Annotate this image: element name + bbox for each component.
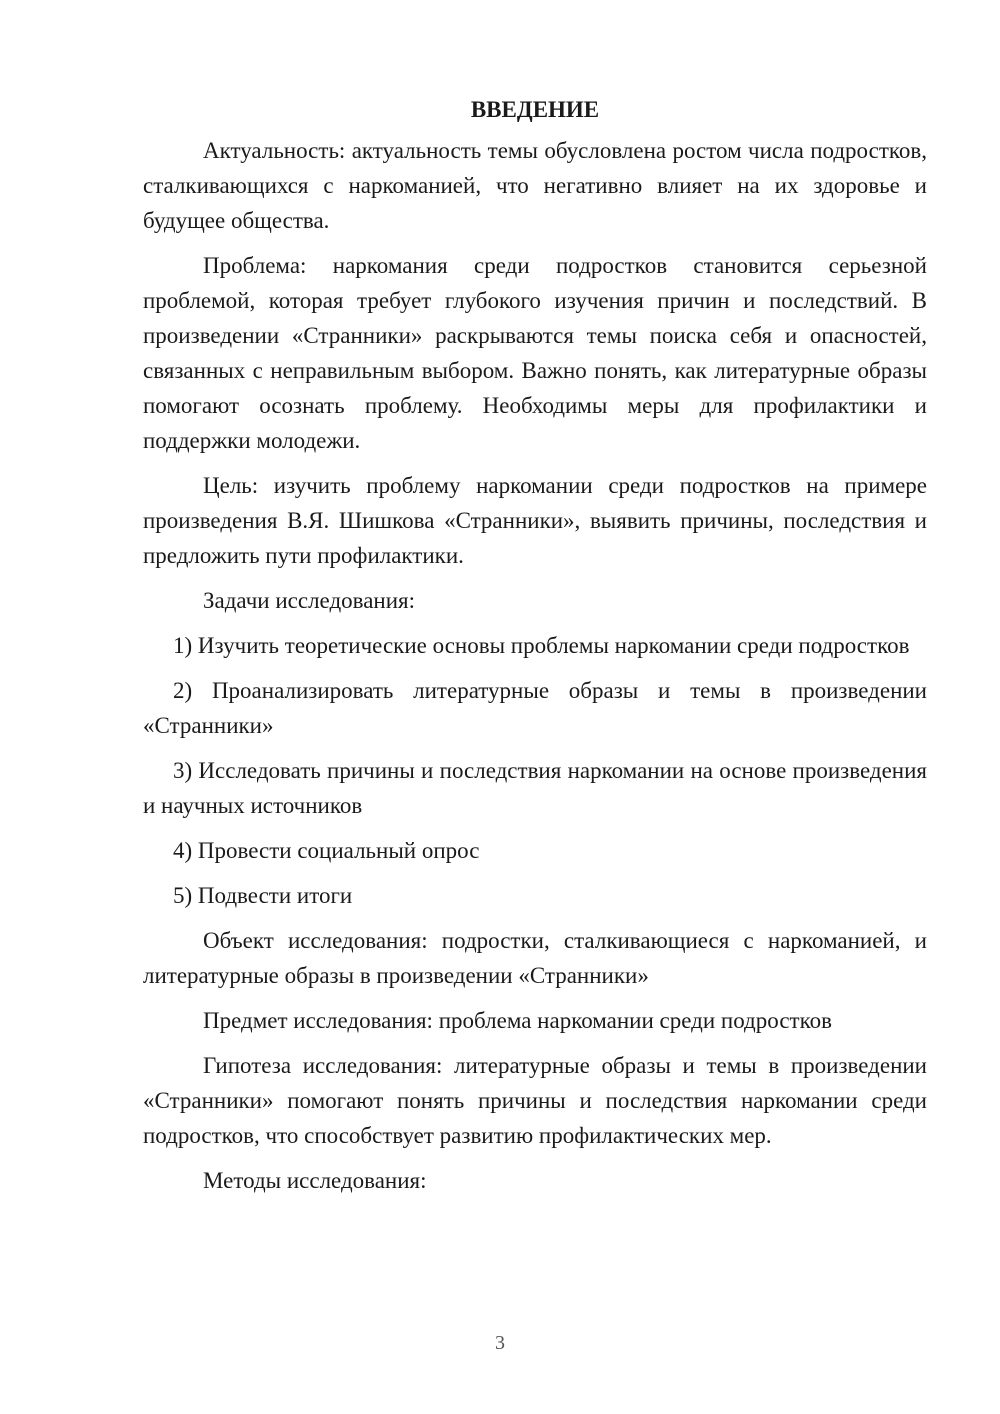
task-item: 3) Исследовать причины и последствия наркомании на основе произведения и научных источников [143, 758, 927, 818]
paragraph-object: Объект исследования: подростки, сталкивающиеся с наркоманией, и литературные образы в произведении «Странники» [143, 928, 927, 988]
paragraph-goal: Цель: изучить проблему наркомании среди подростков на примере произведения В.Я. Шишкова «Странники», выявить причины, последствия и предложить пути профилактики. [143, 473, 927, 568]
task-item: 1) Изучить теоретические основы проблемы наркомании среди подростков [173, 633, 910, 658]
page-content [143, 92, 927, 1208]
paragraph-relevance: Актуальность: актуальность темы обусловлена ростом числа подростков, сталкивающихся с наркоманией, что негативно влияет на их здоровье и будущее общества. [143, 138, 927, 233]
task-item: 5) Подвести итоги [173, 883, 353, 908]
paragraph-problem: Проблема: наркомания среди подростков становится серьезной проблемой, которая требует глубокого изучения причин и последствий. В произведении «Странники» раскрываются темы поиска себя и опасностей, связанных с неправильным выбором. Важно понять, как литературные образы помогают осознать проблему. Необходимы меры для профилактики и поддержки молодежи. [143, 253, 927, 453]
paragraph-hypothesis: Гипотеза исследования: литературные образы и темы в произведении «Странники» помогают понять причины и последствия наркомании среди подростков, что способствует развитию профилактических мер. [143, 1053, 927, 1148]
section-title: ВВЕДЕНИЕ [470, 97, 600, 122]
task-item: 4) Провести социальный опрос [173, 838, 480, 863]
page-number: 3 [495, 1332, 505, 1354]
paragraph-tasks-heading: Задачи исследования: [203, 588, 416, 613]
paragraph-methods: Методы исследования: [203, 1168, 427, 1193]
task-item: 2) Проанализировать литературные образы и темы в произведении «Странники» [143, 678, 927, 738]
paragraph-subject: Предмет исследования: проблема наркомании среди подростков [203, 1008, 832, 1033]
